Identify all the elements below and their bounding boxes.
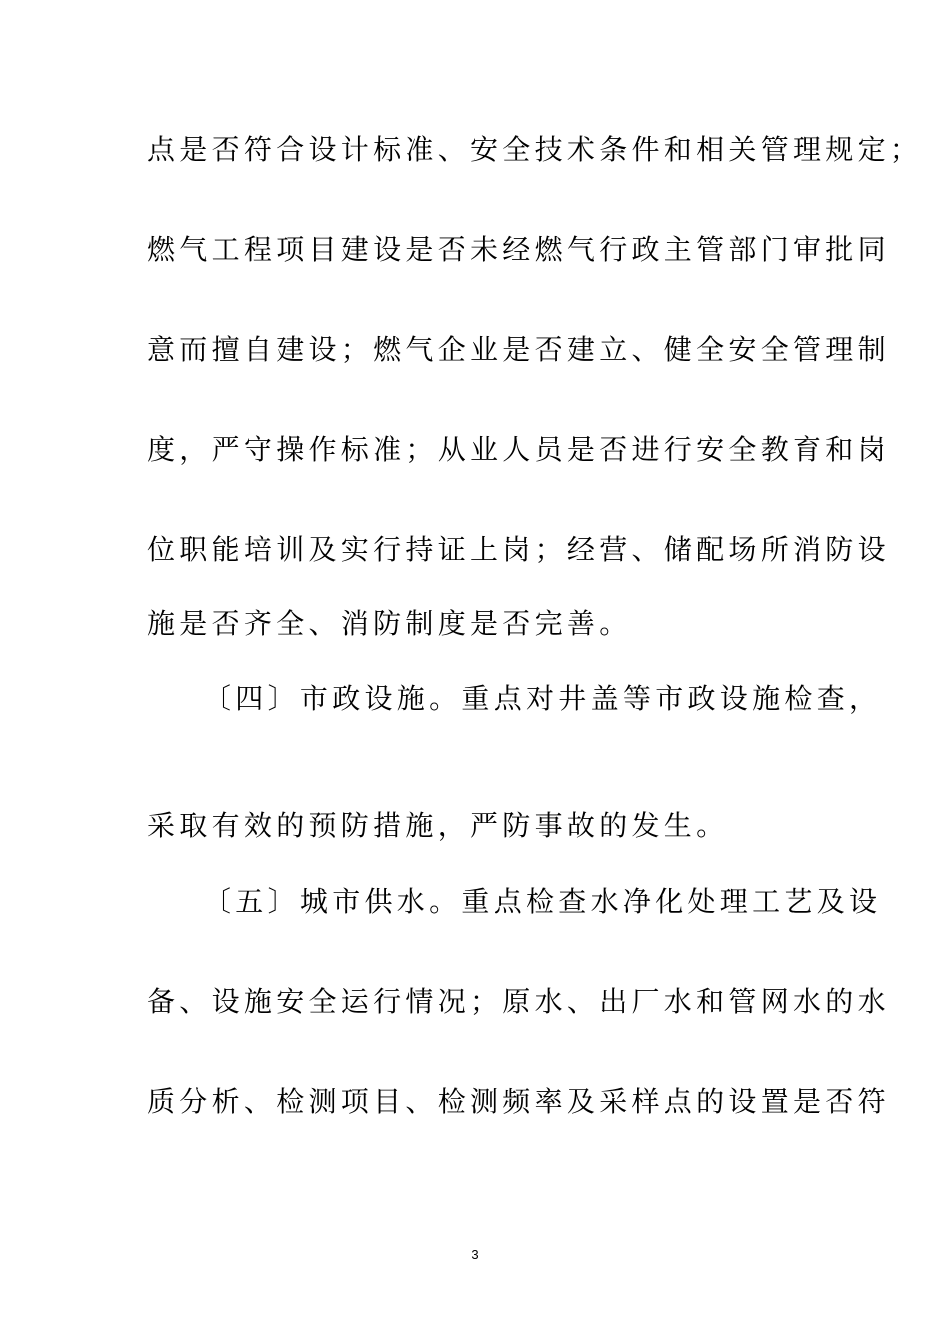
section-four-heading-line: 〔四〕市政设施。重点对井盖等市政设施检查， <box>203 682 882 715</box>
text-line-1: 点是否符合设计标准、安全技术条件和相关管理规定； <box>147 133 923 166</box>
text-line-5: 位职能培训及实行持证上岗；经营、储配场所消防设 <box>147 533 890 566</box>
text-line-6: 施是否齐全、消防制度是否完善。 <box>147 607 632 640</box>
text-line-10: 备、设施安全运行情况；原水、出厂水和管网水的水 <box>147 985 890 1018</box>
text-line-2: 燃气工程项目建设是否未经燃气行政主管部门审批同 <box>147 233 890 266</box>
text-line-4: 度，严守操作标准；从业人员是否进行安全教育和岗 <box>147 433 890 466</box>
page-number: 3 <box>471 1247 479 1262</box>
text-line-8: 采取有效的预防措施，严防事故的发生。 <box>147 809 729 842</box>
text-line-11: 质分析、检测项目、检测频率及采样点的设置是否符 <box>147 1085 890 1118</box>
text-line-3: 意而擅自建设；燃气企业是否建立、健全安全管理制 <box>147 333 890 366</box>
section-five-heading-line: 〔五〕城市供水。重点检查水净化处理工艺及设 <box>203 885 882 918</box>
